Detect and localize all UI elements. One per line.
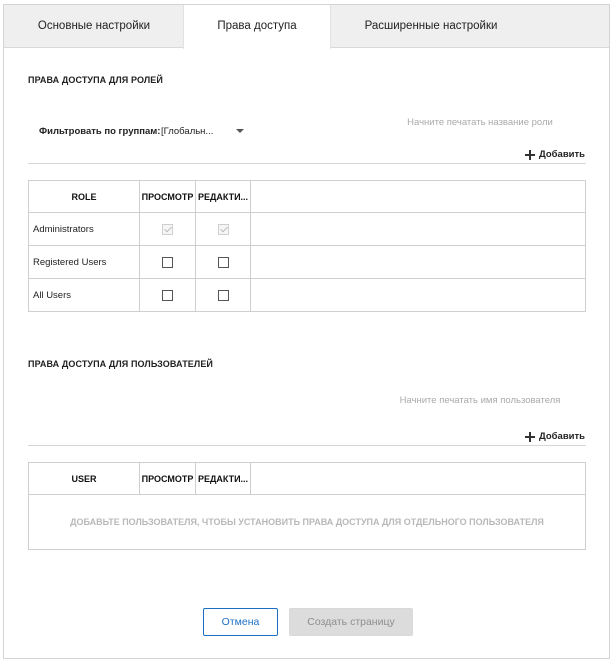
edit-checkbox[interactable] bbox=[218, 257, 229, 268]
table-row bbox=[29, 246, 586, 279]
column-header-view[interactable]: ПРОСМОТР bbox=[140, 463, 196, 495]
table-row bbox=[29, 279, 586, 312]
table-row bbox=[29, 213, 586, 246]
add-user-button[interactable] bbox=[525, 431, 585, 442]
role-name: Administrators bbox=[29, 213, 140, 246]
group-filter-label: Фильтровать по группам: bbox=[39, 126, 161, 137]
tab-advanced-settings[interactable]: Расширенные настройки bbox=[364, 20, 498, 32]
create-page-button[interactable]: Создать страницу bbox=[289, 608, 413, 636]
view-checkbox bbox=[162, 224, 173, 235]
role-name: All Users bbox=[29, 279, 140, 312]
chevron-down-icon bbox=[236, 129, 244, 133]
users-table-header bbox=[29, 463, 586, 495]
tab-permissions[interactable]: Права доступа bbox=[183, 5, 331, 49]
column-header-view[interactable]: ПРОСМОТР bbox=[140, 181, 196, 213]
roles-table bbox=[28, 180, 586, 312]
plus-icon bbox=[525, 150, 535, 160]
column-header-edit[interactable]: РЕДАКТИ... bbox=[196, 181, 251, 213]
tab-bar bbox=[4, 5, 609, 48]
add-role-button[interactable] bbox=[525, 149, 585, 160]
group-filter-select[interactable] bbox=[159, 121, 249, 141]
edit-checkbox bbox=[218, 224, 229, 235]
role-name: Registered Users bbox=[29, 246, 140, 279]
users-section-title: ПРАВА ДОСТУПА ДЛЯ ПОЛЬЗОВАТЕЛЕЙ bbox=[28, 359, 213, 369]
column-header-spacer bbox=[251, 181, 586, 213]
column-header-edit[interactable]: РЕДАКТИ... bbox=[196, 463, 251, 495]
users-table bbox=[28, 462, 586, 550]
add-user-label: Добавить bbox=[538, 431, 585, 442]
view-checkbox[interactable] bbox=[162, 257, 173, 268]
users-divider bbox=[28, 445, 586, 446]
users-empty-message: ДОБАВЬТЕ ПОЛЬЗОВАТЕЛЯ, ЧТОБЫ УСТАНОВИТЬ ПРАВА ДОСТУПА ДЛЯ ОТДЕЛЬНОГО ПОЛЬЗОВАТЕЛЯ bbox=[29, 495, 586, 550]
user-search-input[interactable] bbox=[334, 390, 586, 410]
edit-checkbox[interactable] bbox=[218, 290, 229, 301]
roles-section-title: ПРАВА ДОСТУПА ДЛЯ РОЛЕЙ bbox=[28, 75, 163, 85]
add-role-label: Добавить bbox=[538, 149, 585, 160]
tab-basic-settings[interactable]: Основные настройки bbox=[37, 20, 151, 32]
roles-divider bbox=[28, 163, 586, 164]
view-checkbox[interactable] bbox=[162, 290, 173, 301]
group-filter-value: [Глобальн... bbox=[161, 126, 214, 137]
column-header-spacer bbox=[251, 463, 586, 495]
column-header-role[interactable]: ROLE bbox=[29, 181, 140, 213]
column-header-user[interactable]: USER bbox=[29, 463, 140, 495]
page-permissions-panel bbox=[3, 4, 610, 659]
roles-table-header bbox=[29, 181, 586, 213]
role-search-input[interactable] bbox=[334, 112, 586, 132]
cancel-button[interactable]: Отмена bbox=[203, 608, 278, 636]
plus-icon bbox=[525, 432, 535, 442]
